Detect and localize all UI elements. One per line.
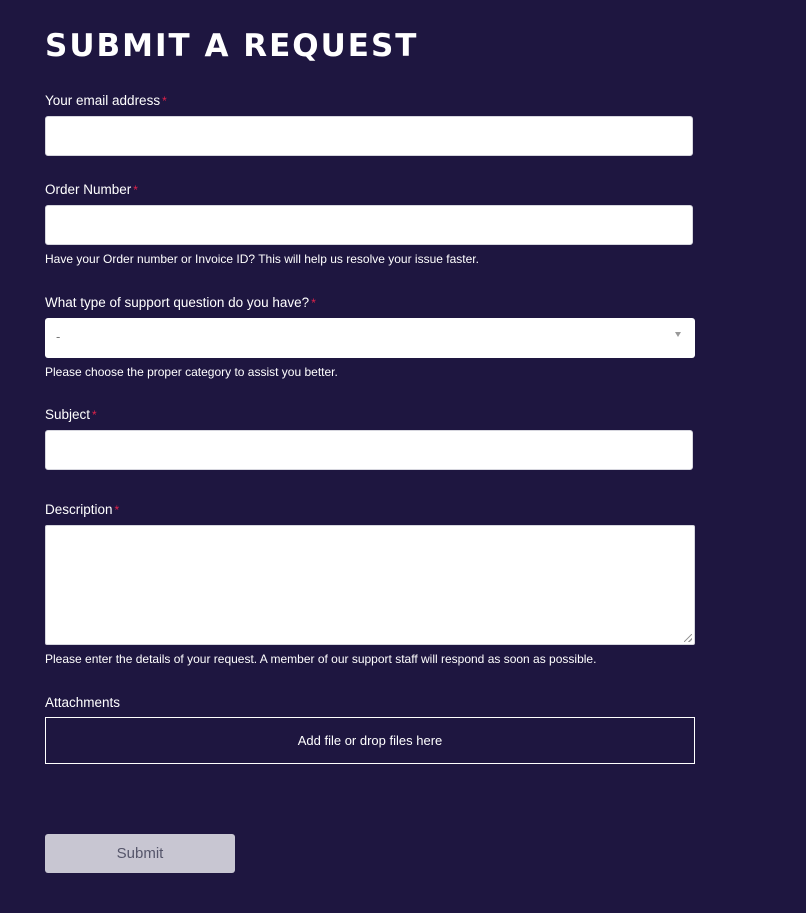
- support-type-select[interactable]: [45, 318, 695, 358]
- order-number-label: [45, 181, 138, 199]
- support-type-selected-value: -: [56, 329, 61, 344]
- description-label: [45, 501, 119, 519]
- resize-grip-icon[interactable]: [684, 634, 692, 642]
- order-number-label-text: Order Number: [45, 182, 132, 197]
- support-type-label-text: What type of support question do you have?: [45, 295, 310, 310]
- required-marker: *: [162, 94, 167, 108]
- order-number-field[interactable]: [45, 205, 693, 245]
- dropzone-text: Add file or drop files here: [297, 733, 443, 748]
- required-marker: *: [92, 408, 97, 422]
- required-marker: *: [114, 503, 120, 517]
- email-label-text: Your email address: [45, 93, 161, 108]
- email-field[interactable]: [45, 116, 693, 156]
- description-label-text: Description: [45, 502, 113, 517]
- subject-label-text: Subject: [45, 407, 91, 422]
- required-marker: *: [133, 183, 138, 197]
- chevron-down-icon: [675, 332, 681, 337]
- support-type-label: [45, 294, 316, 312]
- email-label: [45, 92, 167, 110]
- page-title: SUBMIT A REQUEST: [45, 28, 419, 64]
- submit-button[interactable]: Submit: [45, 834, 235, 873]
- required-marker: *: [311, 296, 316, 310]
- subject-label: [45, 406, 97, 424]
- description-textarea[interactable]: [45, 525, 695, 645]
- description-hint: Please enter the details of your request. A member of our support staff will respond as soon as possible.: [45, 652, 597, 666]
- attachment-dropzone[interactable]: [45, 717, 695, 764]
- attachments-label: Attachments: [45, 695, 121, 710]
- support-type-hint: Please choose the proper category to assist you better.: [45, 365, 338, 379]
- subject-field[interactable]: [45, 430, 693, 470]
- order-number-hint: Have your Order number or Invoice ID? This will help us resolve your issue faster.: [45, 252, 479, 266]
